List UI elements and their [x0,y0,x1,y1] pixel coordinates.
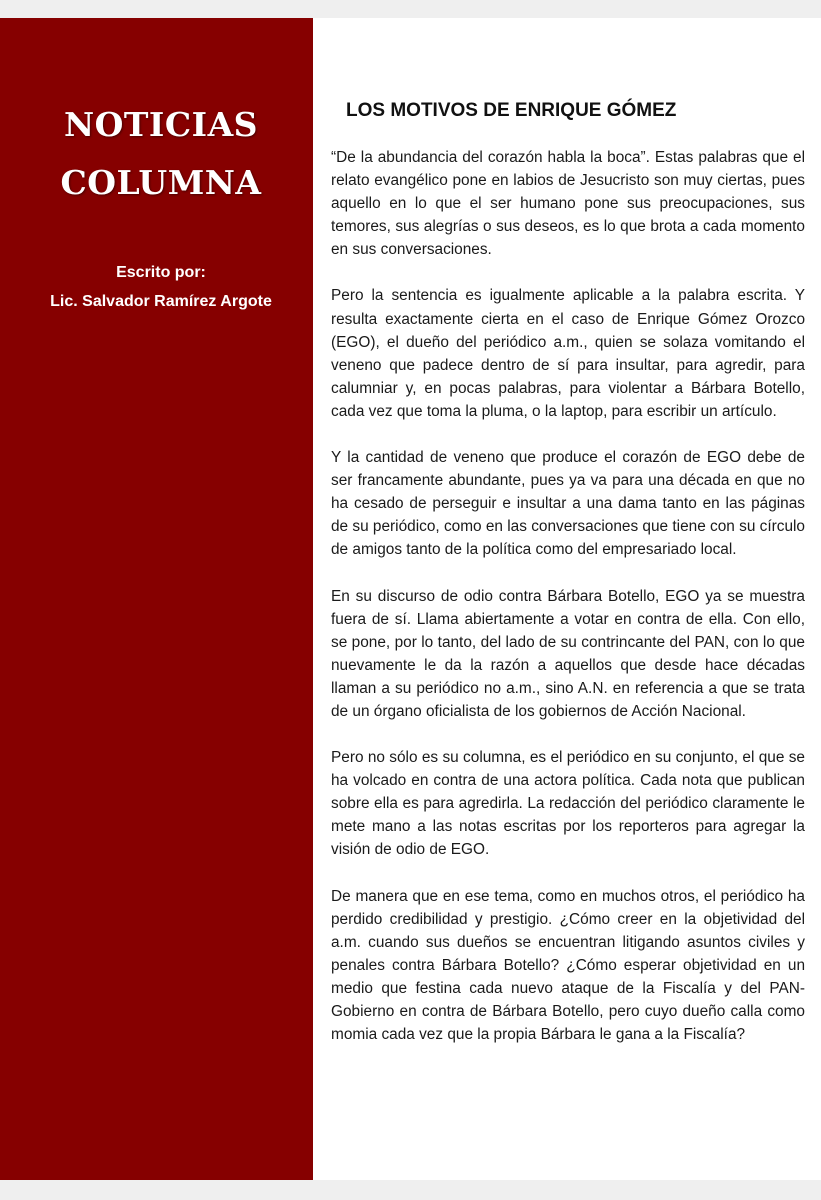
byline [0,258,322,316]
article-paragraph: De manera que en ese tema, como en muchos otros, el periódico ha perdido credibilidad y prestigio. ¿Cómo creer en la objetividad del a.m. cuando sus dueños se encuentran litigando asuntos civiles y penales contra Bárbara Botello? ¿Cómo esperar objetividad en un medio que festina cada nuevo ataque de la Fiscalía y del PAN-Gobierno en contra de Bárbara Botello, pero cuyo dueño calla como momia cada vez que la propia Bárbara le gana a la Fiscalía? [331,887,805,1044]
article-title: LOS MOTIVOS DE ENRIQUE GÓMEZ [346,100,677,121]
sidebar [0,18,313,1180]
article [331,98,805,1069]
section-title [0,96,322,212]
document-page [0,18,821,1180]
section-title-line-2: COLUMNA [60,163,262,202]
article-paragraph: Y la cantidad de veneno que produce el corazón de EGO debe de ser francamente abundante, pues ya va para una década en que no ha cesado de perseguir e insultar a una dama tanto en las páginas de su periódico, como en las conversaciones que tiene con su círculo de amigos tanto de la política como del empresariado local. [331,449,805,559]
article-paragraph: En su discurso de odio contra Bárbara Botello, EGO ya se muestra fuera de sí. Llama abiertamente a votar en contra de ella. Con ello, se pone, por lo tanto, del lado de su contrincante del PAN, con lo que nuevamente le da la razón a aquellos que desde hace décadas llaman a su periódico no a.m., sino A.N. en referencia a que se trata de un órgano oficialista de los gobiernos de Acción Nacional. [331,587,805,720]
article-paragraph: Pero la sentencia es igualmente aplicable a la palabra escrita. Y resulta exactamente cierta en el caso de Enrique Gómez Orozco (EGO), el dueño del periódico a.m., quien se solaza vomitando el veneno que padece dentro de sí para insultar, para agredir, para calumniar y, en pocas palabras, para violentar a Bárbara Botello, cada vez que toma la pluma, o la laptop, para escribir un artículo. [331,287,805,420]
byline-label: Escrito por: [116,264,206,281]
article-paragraph: Pero no sólo es su columna, es el periódico en su conjunto, el que se ha volcado en contra de una actora política. Cada nota que publican sobre ella es para agredirla. La redacción del periódico claramente le mete mano a las notas escritas por los reporteros para agregar la visión de odio de EGO. [331,749,805,859]
article-paragraph: “De la abundancia del corazón habla la boca”. Estas palabras que el relato evangélico pone en labios de Jesucristo son muy ciertas, pues aquello en lo que el ser humano pone sus preocupaciones, sus temores, sus alegrías o sus deseos, es lo que brota a cada momento en sus conversaciones. [331,149,805,259]
article-body [331,146,805,1046]
section-title-line-1: NOTICIAS [63,105,259,144]
author-name: Lic. Salvador Ramírez Argote [50,293,272,310]
